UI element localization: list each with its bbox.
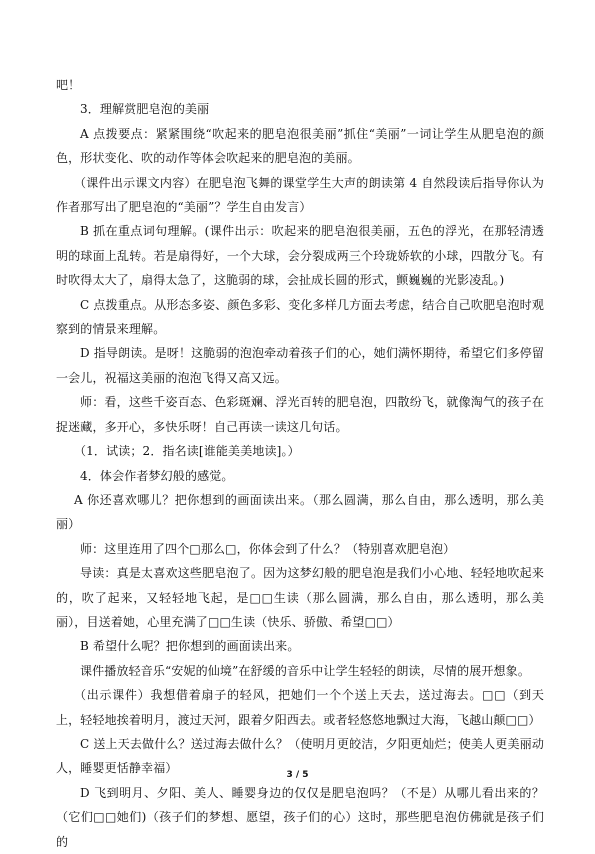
section-heading-3: 3．理解赏肥皂泡的美丽 <box>80 102 210 117</box>
paragraph-point-b: B 抓在重点词句理解。(课件出示：吹起来的肥皂泡很美丽，五色的浮光，在那轻清透明的球面上乱转。若是扇得好，一个大球，会分裂成两三个玲珑娇软的小球，四散分飞。有时吹得太大了，扇得太急了，这脆弱的球，会扯成长圆的形式，颤巍巍的光影凌乱。) <box>56 224 544 288</box>
paragraph-courseware-wish: （出示课件）我想借着扇子的轻风，把她们一个个送上天去，送过海去。□□（到天上，轻轻地挨着明月，渡过天河，跟着夕阳西去。或者轻悠悠地飘过大海，飞越山颠□□） <box>56 688 544 727</box>
paragraph-courseware-note: （课件出示课文内容）在肥皂泡飞舞的课堂学生大声的朗读第 4 自然段读后指导你认为作者那写出了肥皂泡的“美丽”？学生自由发言） <box>56 175 544 215</box>
paragraph-question-a: A 你还喜欢哪儿？把你想到的画面读出来。（那么圆满，那么自由，那么透明，那么美丽） <box>56 492 544 532</box>
paragraph-point-d: D 指导朗读。是呀！这脆弱的泡泡牵动着孩子们的心，她们满怀期待，希望它们多停留一会儿，祝福这美丽的泡泡飞得又高又远。 <box>56 346 544 385</box>
paragraph-teacher-question: 师：这里连用了四个□那么□，你体会到了什么？（特别喜欢肥皂泡） <box>80 541 456 556</box>
paragraph-question-b: B 希望什么呢？把你想到的画面读出来。 <box>80 639 300 654</box>
paragraph-question-d: D 飞到明月、夕阳、美人、睡婴身边的仅仅是肥皂泡吗？（不是）从哪儿看出来的？（它们□□她们)（孩子们的梦想、愿望，孩子们的心）这时，那些肥皂泡仿佛就是孩子们的 <box>56 785 544 849</box>
paragraph-point-a: A 点拨要点：紧紧围绕“吹起来的肥皂泡很美丽”抓住“美丽”一词让学生从肥皂泡的颜色，形状变化、吹的动作等体会吹起来的肥皂泡的美丽。 <box>56 126 544 166</box>
document-body <box>56 73 544 854</box>
paragraph-point-c: C 点拨重点。从形态多姿、颜色多彩、变化多样几方面去考虑，结合自己吹肥皂泡时观察到的情景来理解。 <box>56 297 544 337</box>
paragraph-music-note: 课件播放轻音乐“安妮的仙境”在舒缓的音乐中让学生轻轻的朗读，尽情的展开想象。 <box>80 663 530 678</box>
paragraph-teacher-note: 师：看，这些千姿百态、色彩斑斓、浮光百转的肥皂泡，四散纷飞，就像淘气的孩子在捉迷藏，多开心，多快乐呀！自己再读一读这几句话。 <box>56 395 544 434</box>
paragraph-guided-reading: 导读：真是太喜欢这些肥皂泡了。因为这梦幻般的肥皂泡是我们小心地、轻轻地吹起来的，吹了起来，又轻轻地飞起，是□□生读（那么圆满，那么自由，那么透明，那么美丽），目送着她，心里充满了□□生读（快乐、骄傲、希望□□） <box>56 566 544 629</box>
paragraph-reading-steps: （1．试读；2．指名读[谁能美美地读]。） <box>74 444 300 459</box>
paragraph-question-c: C 送上天去做什么？送过海去做什么？（使明月更皎洁，夕阳更灿烂；使美人更美丽动人，睡婴更恬静幸福） <box>56 736 544 776</box>
paragraph-continuation: 吧！ <box>56 78 81 92</box>
section-heading-4: 4．体会作者梦幻般的感觉。 <box>80 468 234 483</box>
page-number: 3 / 5 <box>286 770 309 780</box>
